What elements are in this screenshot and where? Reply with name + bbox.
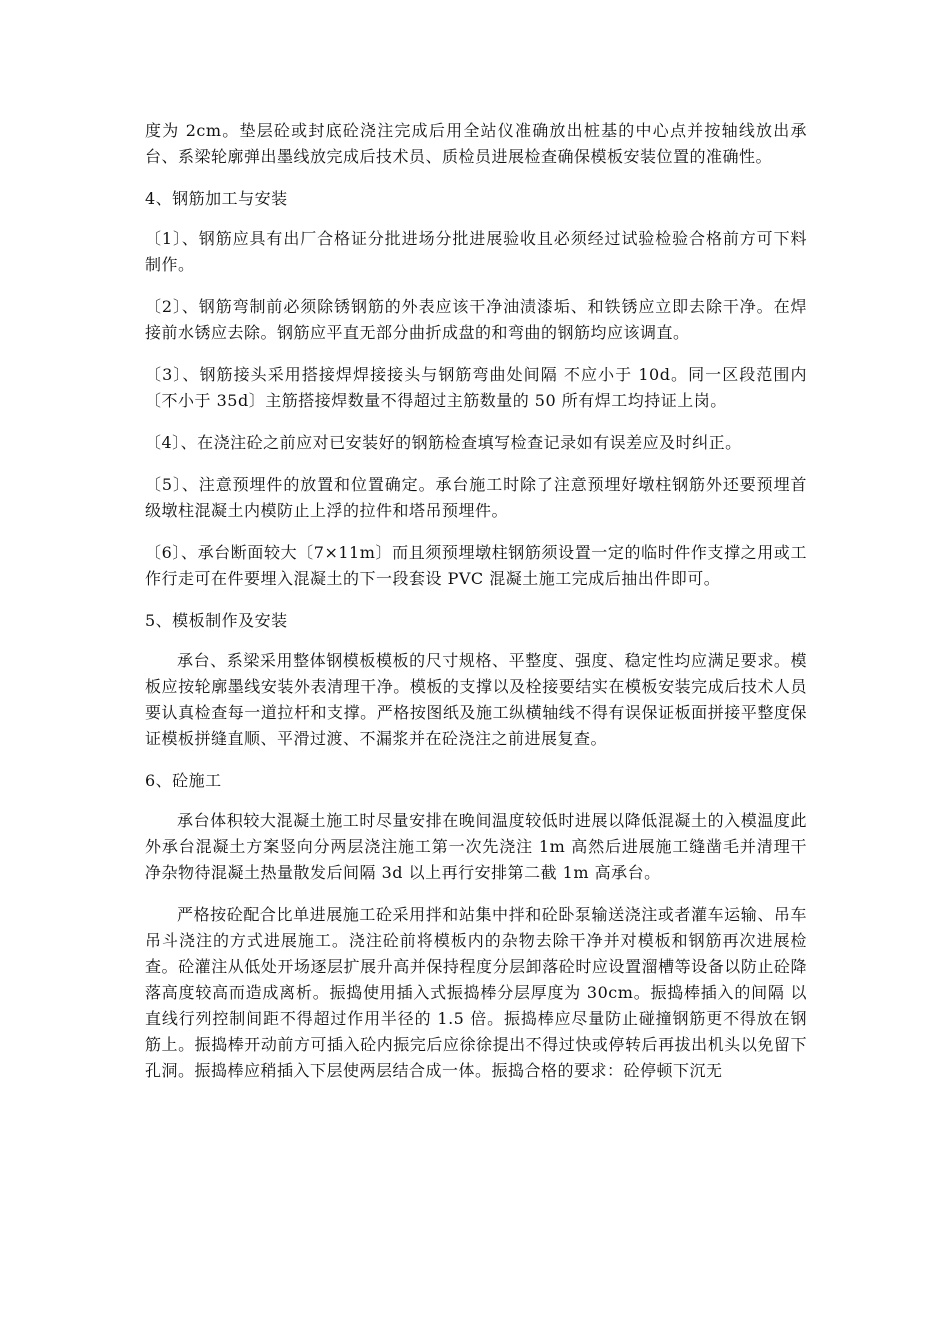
section-heading-rebar: 4、钢筋加工与安装 xyxy=(145,189,288,208)
section-heading-concrete: 6、砼施工 xyxy=(145,771,222,790)
rebar-item-4: 〔4〕、在浇注砼之前应对已安装好的钢筋检查填写检查记录如有误差应及时纠正。 xyxy=(145,433,742,452)
rebar-item-2: 〔2〕、钢筋弯制前必须除锈钢筋的外表应该干净油渍漆垢、和铁锈应立即去除干净。在焊接前水锈应去除。钢筋应平直无部分曲折成盘的和弯曲的钢筋均应该调直。 xyxy=(145,297,807,342)
formwork-paragraph: 承台、系梁采用整体钢模板模板的尺寸规格、平整度、强度、稳定性均应满足要求。模板应按轮廓墨线安装外表清理干净。模板的支撑以及栓接要结实在模板安装完成后技术人员要认真检查每一道拉杆和支撑。严格按图纸及施工纵横轴线不得有误保证板面拼接平整度保证模板拼缝直顺、平滑过渡、不漏浆并在砼浇注之前进展复查。 xyxy=(145,651,807,748)
rebar-item-1: 〔1〕、钢筋应具有出厂合格证分批进场分批进展验收且必须经过试验检验合格前方可下料制作。 xyxy=(145,229,807,274)
rebar-item-5: 〔5〕、注意预埋件的放置和位置确定。承台施工时除了注意预埋好墩柱钢筋外还要预埋首级墩柱混凝土内模防止上浮的拉件和塔吊预埋件。 xyxy=(145,475,807,520)
paragraph-cushion-layer: 度为 2cm。垫层砼或封底砼浇注完成后用全站仪准确放出桩基的中心点并按轴线放出承台、系梁轮廓弹出墨线放完成后技术员、质检员进展检查确保模板安装位置的准确性。 xyxy=(145,121,807,166)
rebar-item-6: 〔6〕、承台断面较大〔7×11m〕而且须预埋墩柱钢筋须设置一定的临时件作支撑之用或工作行走可在件要埋入混凝土的下一段套设 PVC 混凝土施工完成后抽出件即可。 xyxy=(145,543,807,588)
section-heading-formwork: 5、模板制作及安装 xyxy=(145,611,288,630)
concrete-paragraph-1: 承台体积较大混凝土施工时尽量安排在晚间温度较低时进展以降低混凝土的入模温度此外承台混凝土方案竖向分两层浇注施工第一次先浇注 1m 高然后进展施工缝凿毛并清理干净杂物待混凝土热量散发后间隔 3d 以上再行安排第二截 1m 高承台。 xyxy=(145,811,807,882)
document-page xyxy=(145,118,807,1100)
concrete-paragraph-2: 严格按砼配合比单进展施工砼采用拌和站集中拌和砼卧泵输送浇注或者灌车运输、吊车吊斗浇注的方式进展施工。浇注砼前将模板内的杂物去除干净并对模板和钢筋再次进展检查。砼灌注从低处开场逐层扩展升高并保持程度分层卸落砼时应设置溜槽等设备以防止砼降落高度较高而造成离析。振捣使用插入式振捣棒分层厚度为 30cm。振捣棒插入的间隔 以直线行列控制间距不得超过作用半径的 1.5 倍。振捣棒应尽量防止碰撞钢筋更不得放在钢筋上。振捣棒开动前方可插入砼内振完后应徐徐提出不得过快或停转后再拔出机头以免留下孔洞。振捣棒应稍插入下层使两层结合成一体。振捣合格的要求：砼停顿下沉无 xyxy=(145,905,807,1080)
rebar-item-3: 〔3〕、钢筋接头采用搭接焊焊接接头与钢筋弯曲处间隔 不应小于 10d。同一区段范围内〔不小于 35d〕主筋搭接焊数量不得超过主筋数量的 50 所有焊工均持证上岗。 xyxy=(145,365,807,410)
